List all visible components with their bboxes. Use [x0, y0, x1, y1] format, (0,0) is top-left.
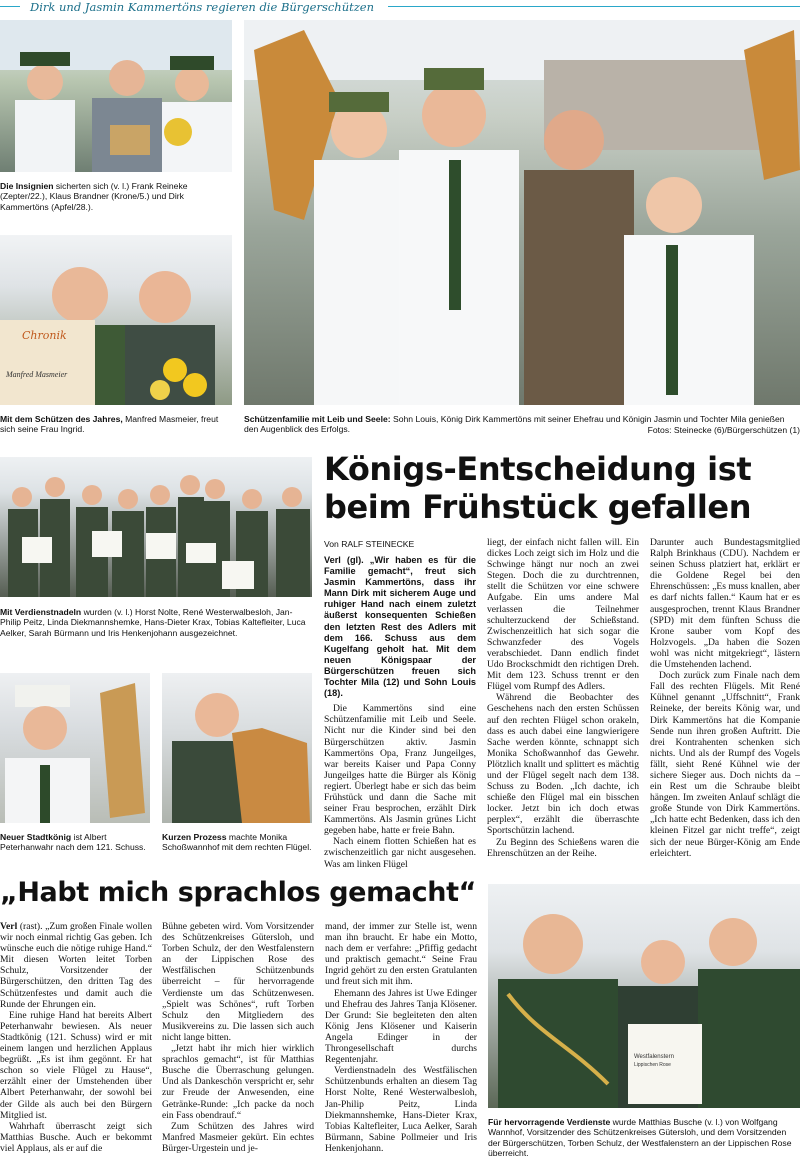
- article1-headline-line2: beim Frühstück gefallen: [324, 488, 752, 526]
- article1-paragraph: Nach einem flotten Schießen hat es zwischenzeitlich gar nicht ausgesehen. Was am linken Flügel: [324, 836, 476, 870]
- article2-paragraph: „Jetzt habt ihr mich hier wirklich sprachlos gemacht“, ist für Matthias Busche die Überraschung gelungen. Und als Dankeschön verspricht er, sehr zur Freude der Anwesenden, eine Getränke-Runde: „Ich packe da noch ein Fass obendrauf.“: [162, 1043, 314, 1121]
- verdienstnadeln-illustration: [0, 457, 312, 597]
- stadtkoenig-illustration: [0, 673, 150, 823]
- article2-col1: [0, 921, 152, 1154]
- masmeier-illustration: [0, 235, 232, 405]
- article2-paragraph: Bühne gebeten wird. Vom Vorsitzender des Schützenkreises Gütersloh, und Torben Schulz, der den Westfalenstern an der Lippischen Rose des Westfälischen Schützenbunds überreicht – für hervorragende Verdienste um das Schützenwesen. „Spielt was Schönes“, ruft Torben Schulz den Mitgliedern des Musikvereins zu. Die lassen sich auch nicht lange bitten.: [162, 921, 314, 1043]
- photo-familie: [244, 20, 800, 405]
- kicker-rule-left: [0, 6, 20, 7]
- article1-paragraph: Doch zurück zum Finale nach dem Fall des rechten Flügels. Mit René Kühnel genannt „Uffschnitt“, Frank Reineke, der bereits König war, und Dirk Kammertöns hat die Kompanie Sende nun ihren großen Auftritt. Die drei Kontrahenten schenken sich nichts. Und als der Rumpf des Vogels fällt, sieht René Kühnel wie der sichere Sieger aus. Doch nichts da – ein Rest um die Schraube bleibt hängen. Im zweiten Anlauf schlägt die große Stunde von Dirk Kammertöns. „Ich hatte echt Bedenken, dass ich den kleinen Fitzel gar nicht treffe“, zeigt sich der neue Bürger-König am Ende erleichtert.: [650, 670, 800, 859]
- caption-verdienste-bold: Für hervorragende Verdienste: [488, 1117, 611, 1127]
- article1-col1: [324, 555, 476, 870]
- photo-masmeier: [0, 235, 232, 405]
- article1-col3: [650, 537, 800, 859]
- cert-sub: Lippischen Rose: [634, 1062, 671, 1068]
- article1-paragraph: Zu Beginn des Schießens waren die Ehrenschützen an der Reihe.: [487, 836, 639, 859]
- familie-illustration: [244, 20, 800, 405]
- photo-verdienstnadeln: [0, 457, 312, 597]
- verdienste-illustration: [488, 884, 800, 1108]
- caption-stadtkoenig-text: ist Albert Peterhanwahr nach dem 121. Schuss.: [0, 832, 146, 853]
- kicker: Dirk und Jasmin Kammertöns regieren die Bürgerschützen: [30, 0, 375, 14]
- book-title: Chronik: [22, 329, 67, 342]
- article2-paragraph: mand, der immer zur Stelle ist, wenn man ihn braucht. Er habe ein Motto, nach dem er verfahre: „Pfiffig gedacht und praktisch gemacht.“ Seine Frau Ingrid gehört zu den ersten Gratulanten und freut sich mit ihm.: [325, 921, 477, 988]
- article2-col2: [162, 921, 314, 1154]
- article1-paragraph: Während die Beobachter des Geschehens nach den ersten Schüssen auf den rechten Flügel schon orakeln, dass es auch dabei eine langwierigere Sache werden könnte, schnappt sich Monika Schoßwannhof das Gewehr. Plötzlich knallt und splittert es mächtig und der Flügel segelt nach dem 138. Schuss zu Boden. „Ich dachte, ich schieße den Flügel mal ein bisschen locker. Jetzt bin ich doch etwas perplex“, erzählt die überraschte Sportschützin lachend.: [487, 692, 639, 837]
- article2-lead-text: (rast). „Zum großen Finale wollen wir noch einmal richtig Gas geben. Ich wünsche euch die nötige ruhige Hand.“ Mit diesen Worten leitet Torben Schulz, Vorsitzender der Bürgerschützen, den dritten Tag des Schützenfestes und damit auch die Runde der Ehrungen ein.: [0, 921, 152, 1010]
- caption-prozess-text: machte Monika Schoßwannhof mit dem rechten Flügel.: [162, 832, 312, 853]
- article1-col2: [487, 537, 639, 859]
- article1-paragraph: Darunter auch Bundestagsmitglied Ralph Brinkhaus (CDU). Nachdem er seinen Schuss platziert hat, erklärt er die Goldene Regel bei den Ehrenschüssen: „Es muss knallen, aber es darf nichts fallen.“ Kaum hat er es ausgesprochen, trennt Klaus Brandner (SPD) mit dem fünften Schuss die Krone sauber vom Kopf des Holzvogels. „Da haben die Sozen wohl was nicht mitgekriegt“, lästern die Umstehenden lachend.: [650, 537, 800, 671]
- photo-stadtkoenig: [0, 673, 150, 823]
- article2-paragraph: Wahrhaft überrascht zeigt sich Matthias Busche. Auch er bekommt viel Applaus, als er auf die: [0, 1120, 152, 1154]
- article1-lead: Verl (gl). „Wir haben es für die Familie gemacht“, freut sich Jasmin Kammertöns, dass ihr Mann Dirk mit sicherem Auge und ruhiger Hand nach einem zuletzt äußerst konsequenten Schießen den letzten Rest des Adlers mit dem 166. Schuss aus dem Kugelfang geholt hat. Mit dem neuen Königspaar der Bürgerschützen freuen sich Tochter Mila (12) und Sohn Louis (18).: [324, 555, 476, 699]
- cert-title: Westfalenstern: [634, 1054, 674, 1060]
- insignien-illustration: [0, 20, 232, 172]
- caption-verdienstnadeln-text: wurden (v. l.) Horst Nolte, René Westerwalbesloh, Jan-Philip Peitz, Linda Diekmannshemke, Hans-Dieter Krax, Tobias Kaltefleiter, Luca Aelker, Sarah Bürmann und Iris Henkenjohann ausgezeichnet.: [0, 607, 306, 638]
- article2-paragraph: Ehemann des Jahres ist Uwe Edinger und Ehefrau des Jahres Tanja Klösener. Der Grund: Sie begleiteten den alten König Jens Klösener und Kaiserin Angela Edinger in der Throngesellschaft durchs Regentenjahr.: [325, 987, 477, 1066]
- photo-credit: Fotos: Steinecke (6)/Bürgerschützen (1): [647, 425, 800, 435]
- photo-prozess: [162, 673, 312, 823]
- caption-stadtkoenig: [0, 832, 150, 853]
- article1-paragraph: liegt, der einfach nicht fallen will. Ein dickes Loch zeigt sich im Holz und die Schwinge hängt nur noch an zwei Stegen. Doch die zu durchtrennen, stellt die Schützen vor eine schwere Aufgabe. Ein ums andere Mal verlassen die Teilnehmer schulterzuckend der Schießstand. Zwischenzeitlich hat sich sogar die Schwanzfeder des Vogels verabschiedet. Dann endlich findet Udo Brockschmidt den richtigen Dreh. Mit dem 123. Schuss trennt er den Flügel vom Rumpf des Adlers.: [487, 537, 639, 693]
- article2-paragraph: Eine ruhige Hand hat bereits Albert Peterhanwahr bewiesen. Als neuer Stadtkönig (121. Schuss) wird er mit einem langen und herzlichen Applaus begrüßt. „Es ist ihm gegönnt. Er hat schon so viele Flügel zu Hause“, erzählt einer der Umstehenden über Albert Peterhanwahr, der sowohl bei der Gilde als auch bei den Bürgern Mitglied ist.: [0, 1009, 152, 1121]
- caption-verdienstnadeln-bold: Mit Verdienstnadeln: [0, 607, 82, 617]
- caption-verdienste-text: wurde Matthias Busche (v. l.) von Wolfgang Wannhof, Vorsitzender des Schützenkreises Gütersloh, und dem Vorsitzenden der Bürgerschützen, Torben Schulz, der Westfalenstern an der Lippischen Rose überreicht.: [488, 1117, 792, 1158]
- caption-masmeier-text: Manfred Masmeier, freut sich seine Frau Ingrid.: [0, 414, 219, 435]
- caption-familie-text: Sohn Louis, König Dirk Kammertöns mit seiner Ehefrau und Königin Jasmin und Tochter Mila genießen den Augenblick des Erfolgs.: [244, 414, 785, 435]
- caption-familie-bold: Schützenfamilie mit Leib und Seele:: [244, 414, 391, 424]
- caption-prozess-bold: Kurzen Prozess: [162, 832, 227, 842]
- book-name: Manfred Masmeier: [6, 370, 68, 379]
- kicker-rule-right: [388, 6, 800, 7]
- article2-paragraph: Verdienstnadeln des Westfälischen Schützenbunds erhalten an diesem Tag Horst Nolte, René Westerwalbesloh, Jan-Philip Peitz, Linda Diekmannshemke, Hans-Dieter Krax, Tobias Kaltefleiter, Luca Aelker, Sarah Bürmann, Sabine Pollmeier und Iris Henkenjohann.: [325, 1065, 477, 1154]
- photo-insignien: [0, 20, 232, 172]
- article1-byline: Von RALF STEINECKE: [324, 539, 415, 549]
- article2-lead: [0, 921, 152, 1010]
- article2-col3: [325, 921, 477, 1154]
- article1-paragraph: Die Kammertöns sind eine Schützenfamilie mit Leib und Seele. Nicht nur die Kinder sind bei den Bürgerschützen aktiv. Jasmin Kammertöns Opa, Franz Jungeilges, war bereits Kaiser und Papa Conny Jungeilges hatte die Bürger als König regiert. Überlegt habe er sich das beim Frühstück und dann die Sache mit seiner Frau besprochen, erzählt Dirk Kammertöns. Als Jasmin grünes Licht gegeben habe, hatte er freie Bahn.: [324, 703, 476, 837]
- article2-headline: „Habt mich sprachlos gemacht“: [0, 877, 476, 908]
- article2-paragraph: Zum Schützen des Jahres wird Manfred Masmeier gekürt. Ein echtes Bürger-Urgestein und je-: [162, 1120, 314, 1154]
- photo-verdienste: [488, 884, 800, 1108]
- prozess-illustration: [162, 673, 312, 823]
- caption-verdienstnadeln: [0, 607, 312, 638]
- caption-verdienste: [488, 1117, 800, 1158]
- caption-insignien: [0, 181, 232, 212]
- caption-insignien-text: sicherten sich (v. l.) Frank Reineke (Zepter/22.), Klaus Brandner (Krone/5.) und Dirk Kammertöns (Apfel/28.).: [0, 181, 188, 212]
- caption-stadtkoenig-bold: Neuer Stadtkönig: [0, 832, 72, 842]
- article2-lead-bold: Verl: [0, 921, 18, 932]
- caption-masmeier: [0, 414, 232, 435]
- article1-headline-line1: Königs-Entscheidung ist: [324, 450, 752, 488]
- caption-prozess: [162, 832, 312, 853]
- caption-masmeier-bold: Mit dem Schützen des Jahres,: [0, 414, 123, 424]
- caption-insignien-bold: Die Insignien: [0, 181, 54, 191]
